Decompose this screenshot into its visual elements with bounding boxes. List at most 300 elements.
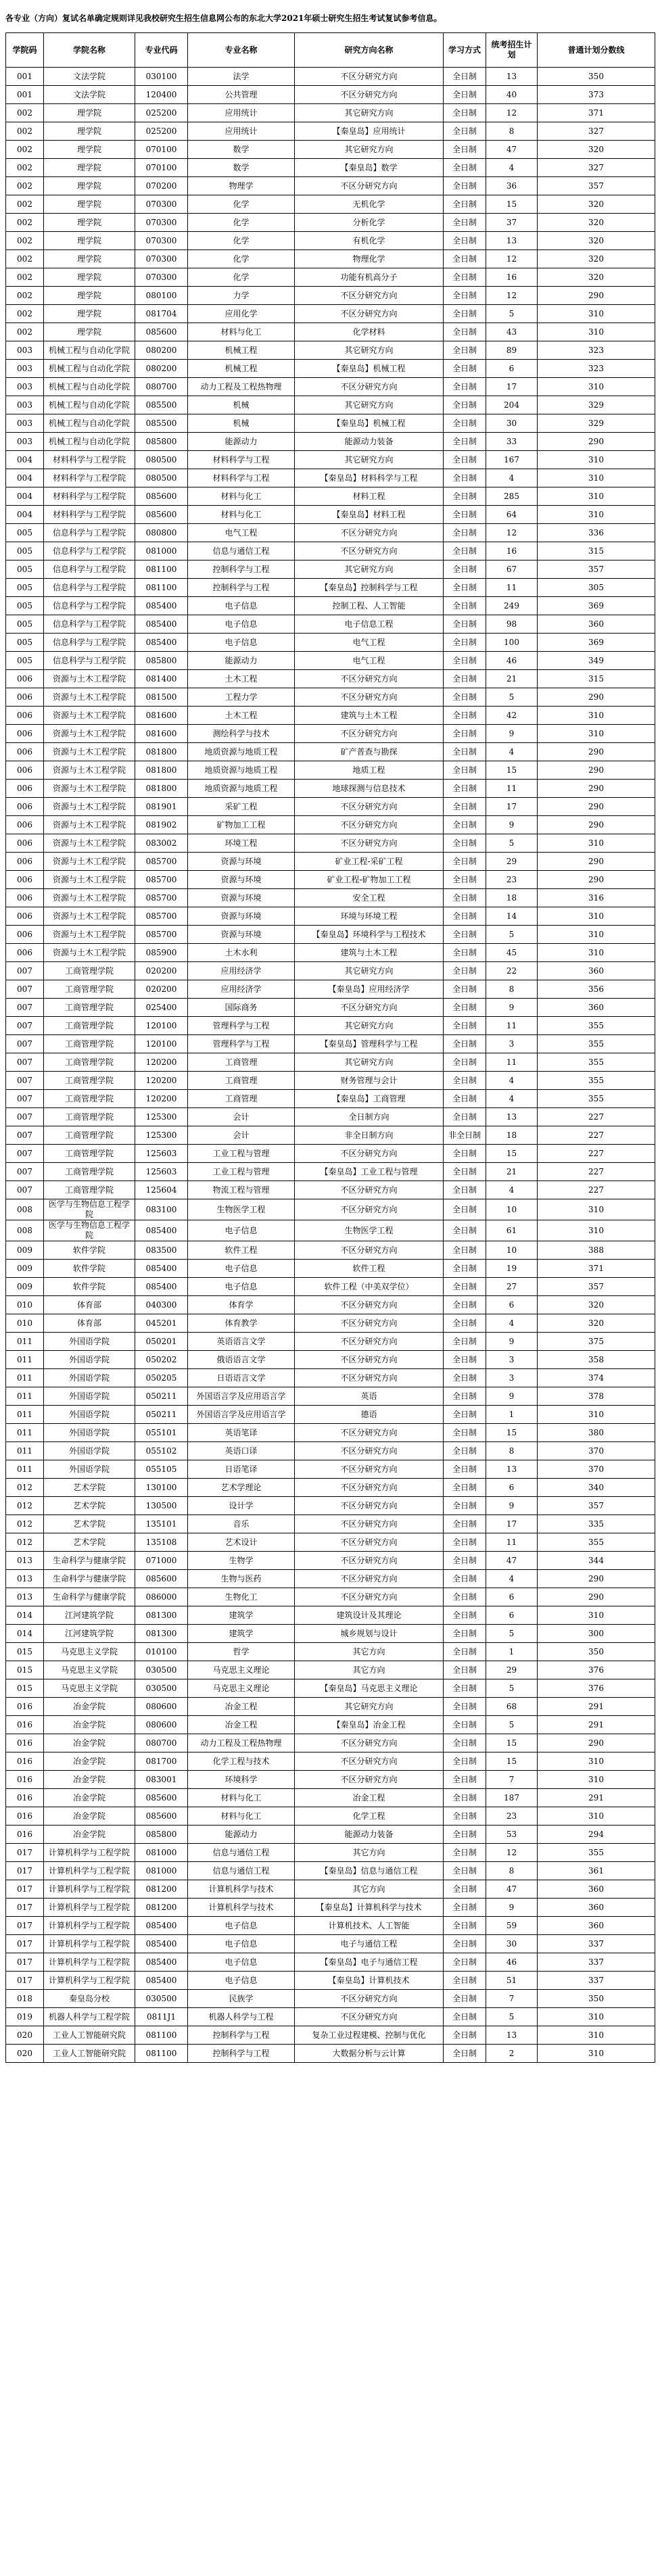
quota-cell: 98 [486, 615, 538, 634]
direction-cell: 不区分研究方向 [295, 1533, 444, 1552]
quota-cell: 6 [486, 1588, 538, 1606]
major-code-cell: 085600 [135, 1570, 188, 1588]
score-line-cell: 290 [538, 761, 655, 780]
school-code-cell: 001 [6, 86, 44, 104]
direction-cell: 不区分研究方向 [295, 1752, 444, 1771]
study-mode-cell: 全日制 [444, 579, 486, 597]
school-code-cell: 001 [6, 68, 44, 86]
quota-cell: 6 [486, 1479, 538, 1497]
major-code-cell: 080500 [135, 469, 188, 487]
direction-cell: 【秦皇岛】机械工程 [295, 360, 444, 378]
score-line-cell: 371 [538, 104, 655, 122]
major-name-cell: 工业工程与管理 [188, 1163, 295, 1181]
direction-cell: 分析化学 [295, 214, 444, 232]
school-code-cell: 006 [6, 670, 44, 688]
major-code-cell: 081704 [135, 305, 188, 323]
table-row [6, 560, 655, 579]
quota-cell: 27 [486, 1278, 538, 1296]
major-code-cell: 081902 [135, 816, 188, 834]
college-name-cell: 医学与生物信息工程学院 [44, 1220, 135, 1241]
school-code-cell: 002 [6, 177, 44, 195]
college-name-cell: 冶金学院 [44, 1826, 135, 1844]
study-mode-cell: 全日制 [444, 1442, 486, 1460]
major-code-cell: 083100 [135, 1199, 188, 1220]
study-mode-cell: 全日制 [444, 287, 486, 305]
quota-cell: 8 [486, 122, 538, 141]
direction-cell: 其它研究方向 [295, 396, 444, 414]
college-name-cell: 工商管理学院 [44, 1163, 135, 1181]
major-code-cell: 125300 [135, 1126, 188, 1145]
major-code-cell: 085400 [135, 1260, 188, 1278]
major-name-cell: 材料科学与工程 [188, 469, 295, 487]
college-name-cell: 理学院 [44, 195, 135, 214]
college-name-cell: 工商管理学院 [44, 1126, 135, 1145]
table-row [6, 1606, 655, 1625]
header-score-line: 普通计划分数线 [538, 33, 655, 68]
quota-cell: 1 [486, 1643, 538, 1661]
quota-cell: 22 [486, 962, 538, 980]
quota-cell: 46 [486, 652, 538, 670]
quota-cell: 13 [486, 68, 538, 86]
quota-cell: 23 [486, 1807, 538, 1826]
major-code-cell: 050202 [135, 1351, 188, 1369]
study-mode-cell: 全日制 [444, 1972, 486, 1990]
study-mode-cell: 全日制 [444, 999, 486, 1017]
direction-cell: 城乡规划与设计 [295, 1625, 444, 1643]
college-name-cell: 资源与土木工程学院 [44, 871, 135, 889]
school-code-cell: 005 [6, 615, 44, 634]
table-row [6, 524, 655, 542]
major-code-cell: 070100 [135, 159, 188, 177]
major-code-cell: 045201 [135, 1314, 188, 1333]
study-mode-cell: 全日制 [444, 177, 486, 195]
major-code-cell: 085400 [135, 634, 188, 652]
table-row [6, 889, 655, 907]
major-name-cell: 信息与通信工程 [188, 1844, 295, 1862]
major-name-cell: 化学 [188, 268, 295, 287]
score-line-cell: 310 [538, 378, 655, 396]
score-line-cell: 388 [538, 1241, 655, 1260]
college-name-cell: 材料科学与工程学院 [44, 487, 135, 506]
direction-cell: 矿产普查与勘探 [295, 743, 444, 761]
table-row [6, 1406, 655, 1424]
score-line-cell: 290 [538, 287, 655, 305]
quota-cell: 15 [486, 1424, 538, 1442]
college-name-cell: 生命科学与健康学院 [44, 1552, 135, 1570]
score-line-cell: 305 [538, 579, 655, 597]
direction-cell: 不区分研究方向 [295, 1515, 444, 1533]
quota-cell: 8 [486, 980, 538, 999]
college-name-cell: 体育部 [44, 1296, 135, 1314]
table-row [6, 980, 655, 999]
score-line-cell: 335 [538, 1515, 655, 1533]
major-code-cell: 081000 [135, 542, 188, 560]
table-row [6, 1588, 655, 1606]
direction-cell: 功能有机高分子 [295, 268, 444, 287]
direction-cell: 其它研究方向 [295, 451, 444, 469]
table-row [6, 2026, 655, 2045]
header-direction: 研究方向名称 [295, 33, 444, 68]
table-row [6, 506, 655, 524]
table-row [6, 1990, 655, 2008]
school-code-cell: 006 [6, 871, 44, 889]
quota-cell: 8 [486, 1862, 538, 1880]
college-name-cell: 信息科学与工程学院 [44, 597, 135, 615]
direction-cell: 其它方向 [295, 1880, 444, 1899]
study-mode-cell: 全日制 [444, 743, 486, 761]
college-name-cell: 工商管理学院 [44, 999, 135, 1017]
score-line-cell: 310 [538, 2045, 655, 2063]
study-mode-cell: 全日制 [444, 1552, 486, 1570]
score-line-cell: 337 [538, 1953, 655, 1972]
school-code-cell: 003 [6, 378, 44, 396]
major-name-cell: 材料与化工 [188, 1789, 295, 1807]
direction-cell: 不区分研究方向 [295, 1460, 444, 1479]
direction-cell: 不区分研究方向 [295, 1424, 444, 1442]
quota-cell: 167 [486, 451, 538, 469]
table-row [6, 305, 655, 323]
quota-cell: 15 [486, 195, 538, 214]
direction-cell: 不区分研究方向 [295, 1181, 444, 1199]
major-name-cell: 电子信息 [188, 1278, 295, 1296]
direction-cell: 其它研究方向 [295, 962, 444, 980]
major-code-cell: 086000 [135, 1588, 188, 1606]
score-line-cell: 376 [538, 1661, 655, 1679]
score-line-cell: 300 [538, 1625, 655, 1643]
school-code-cell: 016 [6, 1771, 44, 1789]
major-name-cell: 地质资源与地质工程 [188, 743, 295, 761]
score-line-cell: 290 [538, 780, 655, 798]
major-name-cell: 设计学 [188, 1497, 295, 1515]
school-code-cell: 007 [6, 1181, 44, 1199]
study-mode-cell: 全日制 [444, 1643, 486, 1661]
study-mode-cell: 全日制 [444, 670, 486, 688]
major-name-cell: 机械 [188, 414, 295, 433]
study-mode-cell: 全日制 [444, 1661, 486, 1679]
school-code-cell: 013 [6, 1570, 44, 1588]
major-code-cell: 120200 [135, 1090, 188, 1108]
major-name-cell: 控制科学与工程 [188, 579, 295, 597]
quota-cell: 67 [486, 560, 538, 579]
score-line-cell: 316 [538, 889, 655, 907]
major-name-cell: 化学 [188, 195, 295, 214]
direction-cell: 软件工程 [295, 1260, 444, 1278]
score-line-cell: 315 [538, 670, 655, 688]
major-code-cell: 081500 [135, 688, 188, 707]
direction-cell: 不区分研究方向 [295, 542, 444, 560]
school-code-cell: 014 [6, 1625, 44, 1643]
quota-cell: 30 [486, 1935, 538, 1953]
college-name-cell: 计算机科学与工程学院 [44, 1972, 135, 1990]
major-code-cell: 083500 [135, 1241, 188, 1260]
major-code-cell: 081800 [135, 761, 188, 780]
school-code-cell: 016 [6, 1716, 44, 1734]
study-mode-cell: 全日制 [444, 798, 486, 816]
major-name-cell: 民族学 [188, 1990, 295, 2008]
study-mode-cell: 全日制 [444, 597, 486, 615]
score-line-cell: 320 [538, 250, 655, 268]
major-code-cell: 030500 [135, 1679, 188, 1698]
score-line-cell: 355 [538, 1053, 655, 1072]
score-line-cell: 310 [538, 725, 655, 743]
major-code-cell: 085400 [135, 1278, 188, 1296]
score-line-cell: 323 [538, 341, 655, 360]
quota-cell: 5 [486, 2008, 538, 2026]
direction-cell: 电气工程 [295, 652, 444, 670]
study-mode-cell: 全日制 [444, 268, 486, 287]
score-line-cell: 310 [538, 323, 655, 341]
table-row [6, 999, 655, 1017]
quota-cell: 10 [486, 1241, 538, 1260]
table-row [6, 433, 655, 451]
college-name-cell: 计算机科学与工程学院 [44, 1862, 135, 1880]
quota-cell: 17 [486, 378, 538, 396]
major-name-cell: 应用经济学 [188, 962, 295, 980]
document-page [0, 9, 660, 2063]
quota-cell: 47 [486, 1552, 538, 1570]
study-mode-cell: 全日制 [444, 1606, 486, 1625]
major-name-cell: 能源动力 [188, 433, 295, 451]
table-row [6, 396, 655, 414]
study-mode-cell: 全日制 [444, 2045, 486, 2063]
table-row [6, 195, 655, 214]
school-code-cell: 011 [6, 1387, 44, 1406]
major-name-cell: 土木工程 [188, 707, 295, 725]
table-row [6, 214, 655, 232]
major-code-cell: 040300 [135, 1296, 188, 1314]
major-code-cell: 085600 [135, 323, 188, 341]
school-code-cell: 017 [6, 1862, 44, 1880]
quota-cell: 53 [486, 1826, 538, 1844]
table-row [6, 780, 655, 798]
score-line-cell: 361 [538, 1862, 655, 1880]
college-name-cell: 资源与土木工程学院 [44, 889, 135, 907]
score-line-cell: 369 [538, 634, 655, 652]
study-mode-cell: 全日制 [444, 871, 486, 889]
major-name-cell: 工商管理 [188, 1090, 295, 1108]
quota-cell: 4 [486, 1314, 538, 1333]
school-code-cell: 017 [6, 1917, 44, 1935]
table-row [6, 1424, 655, 1442]
score-line-cell: 358 [538, 1351, 655, 1369]
school-code-cell: 005 [6, 579, 44, 597]
major-name-cell: 机械工程 [188, 360, 295, 378]
score-line-cell: 369 [538, 597, 655, 615]
table-row [6, 68, 655, 86]
quota-cell: 4 [486, 1090, 538, 1108]
major-code-cell: 135101 [135, 1515, 188, 1533]
study-mode-cell: 全日制 [444, 524, 486, 542]
table-row [6, 122, 655, 141]
school-code-cell: 004 [6, 451, 44, 469]
major-code-cell: 120400 [135, 86, 188, 104]
score-line-cell: 329 [538, 414, 655, 433]
major-code-cell: 0811J1 [135, 2008, 188, 2026]
college-name-cell: 艺术学院 [44, 1497, 135, 1515]
table-body [6, 68, 655, 2063]
study-mode-cell: 全日制 [444, 232, 486, 250]
direction-cell: 【秦皇岛】工业工程与管理 [295, 1163, 444, 1181]
study-mode-cell: 全日制 [444, 1570, 486, 1588]
major-name-cell: 外国语言学及应用语言学 [188, 1406, 295, 1424]
quota-cell: 204 [486, 396, 538, 414]
score-line-cell: 291 [538, 1698, 655, 1716]
college-name-cell: 计算机科学与工程学院 [44, 1917, 135, 1935]
major-name-cell: 艺术设计 [188, 1533, 295, 1552]
quota-cell: 47 [486, 141, 538, 159]
college-name-cell: 工商管理学院 [44, 1072, 135, 1090]
score-line-cell: 350 [538, 1643, 655, 1661]
study-mode-cell: 全日制 [444, 141, 486, 159]
quota-cell: 249 [486, 597, 538, 615]
school-code-cell: 017 [6, 1880, 44, 1899]
score-line-cell: 310 [538, 1406, 655, 1424]
score-line-cell: 355 [538, 1533, 655, 1552]
school-code-cell: 009 [6, 1278, 44, 1296]
direction-cell: 不区分研究方向 [295, 177, 444, 195]
quota-cell: 40 [486, 86, 538, 104]
table-row [6, 1053, 655, 1072]
quota-cell: 13 [486, 2026, 538, 2045]
major-code-cell: 080100 [135, 287, 188, 305]
major-name-cell: 日语笔译 [188, 1460, 295, 1479]
direction-cell: 电子信息工程 [295, 615, 444, 634]
school-code-cell: 010 [6, 1314, 44, 1333]
score-line-cell: 357 [538, 560, 655, 579]
direction-cell: 矿业工程-矿物加工工程 [295, 871, 444, 889]
major-code-cell: 125300 [135, 1108, 188, 1126]
major-name-cell: 会计 [188, 1108, 295, 1126]
score-line-cell: 378 [538, 1387, 655, 1406]
table-row [6, 1090, 655, 1108]
college-name-cell: 外国语学院 [44, 1333, 135, 1351]
major-code-cell: 080200 [135, 360, 188, 378]
direction-cell: 能源动力装备 [295, 1826, 444, 1844]
study-mode-cell: 全日制 [444, 1917, 486, 1935]
table-header-row [6, 33, 655, 68]
direction-cell: 不区分研究方向 [295, 68, 444, 86]
school-code-cell: 005 [6, 560, 44, 579]
school-code-cell: 013 [6, 1552, 44, 1570]
study-mode-cell: 全日制 [444, 1035, 486, 1053]
school-code-cell: 012 [6, 1533, 44, 1552]
major-code-cell: 130500 [135, 1497, 188, 1515]
college-name-cell: 工商管理学院 [44, 1017, 135, 1035]
major-name-cell: 化学 [188, 250, 295, 268]
major-name-cell: 建筑学 [188, 1625, 295, 1643]
study-mode-cell: 全日制 [444, 707, 486, 725]
major-code-cell: 085400 [135, 1917, 188, 1935]
major-code-cell: 030500 [135, 1661, 188, 1679]
quota-cell: 33 [486, 433, 538, 451]
quota-cell: 3 [486, 1369, 538, 1387]
direction-cell: 【秦皇岛】控制科学与工程 [295, 579, 444, 597]
score-line-cell: 357 [538, 1278, 655, 1296]
score-line-cell: 310 [538, 707, 655, 725]
study-mode-cell: 全日制 [444, 195, 486, 214]
study-mode-cell: 全日制 [444, 962, 486, 980]
quota-cell: 61 [486, 1220, 538, 1241]
study-mode-cell: 全日制 [444, 1497, 486, 1515]
table-row [6, 725, 655, 743]
college-name-cell: 软件学院 [44, 1241, 135, 1260]
study-mode-cell: 全日制 [444, 1314, 486, 1333]
study-mode-cell: 全日制 [444, 1333, 486, 1351]
major-code-cell: 125603 [135, 1145, 188, 1163]
college-name-cell: 资源与土木工程学院 [44, 688, 135, 707]
study-mode-cell: 全日制 [444, 1108, 486, 1126]
major-name-cell: 电子信息 [188, 634, 295, 652]
quota-cell: 18 [486, 1126, 538, 1145]
quota-cell: 42 [486, 707, 538, 725]
school-code-cell: 007 [6, 1035, 44, 1053]
major-name-cell: 资源与环境 [188, 907, 295, 926]
school-code-cell: 002 [6, 122, 44, 141]
major-name-cell: 电子信息 [188, 1260, 295, 1278]
school-code-cell: 017 [6, 1899, 44, 1917]
direction-cell: 财务管理与会计 [295, 1072, 444, 1090]
score-line-cell: 315 [538, 542, 655, 560]
score-line-cell: 376 [538, 1679, 655, 1698]
major-name-cell: 工商管理 [188, 1053, 295, 1072]
study-mode-cell: 全日制 [444, 1369, 486, 1387]
college-name-cell: 机械工程与自动化学院 [44, 378, 135, 396]
direction-cell: 不区分研究方向 [295, 1369, 444, 1387]
score-line-cell: 291 [538, 1716, 655, 1734]
table-row [6, 579, 655, 597]
table-row [6, 1552, 655, 1570]
quota-cell: 187 [486, 1789, 538, 1807]
study-mode-cell: 全日制 [444, 341, 486, 360]
table-row [6, 1917, 655, 1935]
score-line-cell: 350 [538, 68, 655, 86]
quota-cell: 5 [486, 1679, 538, 1698]
college-name-cell: 工商管理学院 [44, 1108, 135, 1126]
school-code-cell: 009 [6, 1241, 44, 1260]
study-mode-cell: 全日制 [444, 1424, 486, 1442]
score-line-cell: 310 [538, 1606, 655, 1625]
direction-cell: 有机化学 [295, 232, 444, 250]
table-row [6, 798, 655, 816]
score-line-cell: 290 [538, 688, 655, 707]
table-row [6, 1570, 655, 1588]
direction-cell: 不区分研究方向 [295, 1588, 444, 1606]
score-line-cell: 329 [538, 396, 655, 414]
major-code-cell: 083002 [135, 834, 188, 853]
study-mode-cell: 全日制 [444, 305, 486, 323]
school-code-cell: 015 [6, 1643, 44, 1661]
college-name-cell: 信息科学与工程学院 [44, 579, 135, 597]
major-name-cell: 地质资源与地质工程 [188, 780, 295, 798]
school-code-cell: 007 [6, 1163, 44, 1181]
score-line-cell: 360 [538, 962, 655, 980]
quota-cell: 45 [486, 944, 538, 962]
score-line-cell: 290 [538, 1570, 655, 1588]
direction-cell: 不区分研究方向 [295, 287, 444, 305]
school-code-cell: 005 [6, 542, 44, 560]
score-line-cell: 337 [538, 1972, 655, 1990]
study-mode-cell: 全日制 [444, 944, 486, 962]
major-name-cell: 外国语言学及应用语言学 [188, 1387, 295, 1406]
college-name-cell: 冶金学院 [44, 1716, 135, 1734]
table-row [6, 962, 655, 980]
major-code-cell: 020200 [135, 962, 188, 980]
table-row [6, 944, 655, 962]
major-name-cell: 控制科学与工程 [188, 2026, 295, 2045]
school-code-cell: 006 [6, 926, 44, 944]
direction-cell: 其它研究方向 [295, 341, 444, 360]
college-name-cell: 资源与土木工程学院 [44, 834, 135, 853]
